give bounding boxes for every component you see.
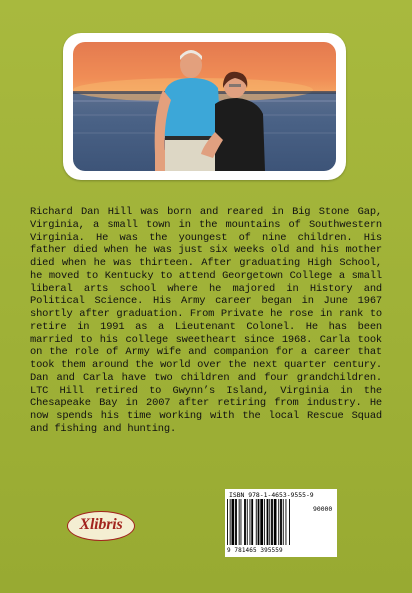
barcode-bar	[280, 499, 282, 545]
barcode-bar	[239, 499, 240, 545]
barcode-bar	[256, 499, 257, 545]
barcode-bar	[251, 499, 253, 545]
barcode-bar	[286, 499, 287, 545]
barcode-bar	[260, 499, 263, 545]
barcode-bar	[283, 499, 284, 545]
barcode-bar	[258, 499, 260, 545]
barcode-bar	[230, 499, 231, 545]
isbn-barcode-box	[225, 489, 337, 557]
author-photo-frame	[63, 33, 346, 180]
barcode-bar	[289, 499, 290, 545]
barcode-bar	[244, 499, 246, 545]
isbn-label: ISBN 978-1-4653-9555-9	[229, 491, 314, 499]
barcode-bar	[232, 499, 235, 545]
publisher-logo-text: Xlibris	[79, 516, 123, 533]
author-photo-illustration	[73, 42, 336, 171]
author-bio: Richard Dan Hill was born and reared in Big Stone Gap, Virginia, a small town in the mountains of Southwestern Virginia. He was the youngest of nine children. His father died when he was just six weeks old and his mother died when he was thirteen. After graduating High School, he moved to Kentucky to attend Georgetown College a small liberal arts school where he majored in History and Political Science. His Army career began in June 1967 shortly after graduation. From Private he rose in rank to retire in 1991 as a Lieutenant Colonel. He has been married to his college sweetheart since 1968. Carla took on the role of Army wife and companion for a career that took them around the world over the next quarter century. Dan and Carla have two children and four grandchildren. LTC Hill retired to Gwynn’s Island, Virginia in the Chesapeake Bay in 2007 after retiring from industry. He now spends his time working with the local Rescue Squad and fishing and hunting.	[30, 206, 382, 435]
barcode-bar	[278, 499, 279, 545]
barcode-bars-icon	[227, 499, 311, 547]
author-photo	[73, 42, 336, 171]
barcode-digits: 9 781465 395559	[227, 547, 283, 554]
barcode-bar	[241, 499, 242, 545]
price-code: 90000	[313, 505, 333, 513]
barcode-bar	[247, 499, 248, 545]
barcode-bar	[264, 499, 265, 545]
barcode-bar	[250, 499, 251, 545]
publisher-logo	[67, 511, 135, 541]
barcode-bar	[269, 499, 270, 545]
barcode-bar	[274, 499, 277, 545]
barcode-bar	[271, 499, 273, 545]
barcode-bar	[227, 499, 228, 545]
barcode-bar	[267, 499, 269, 545]
barcode-bar	[235, 499, 237, 545]
